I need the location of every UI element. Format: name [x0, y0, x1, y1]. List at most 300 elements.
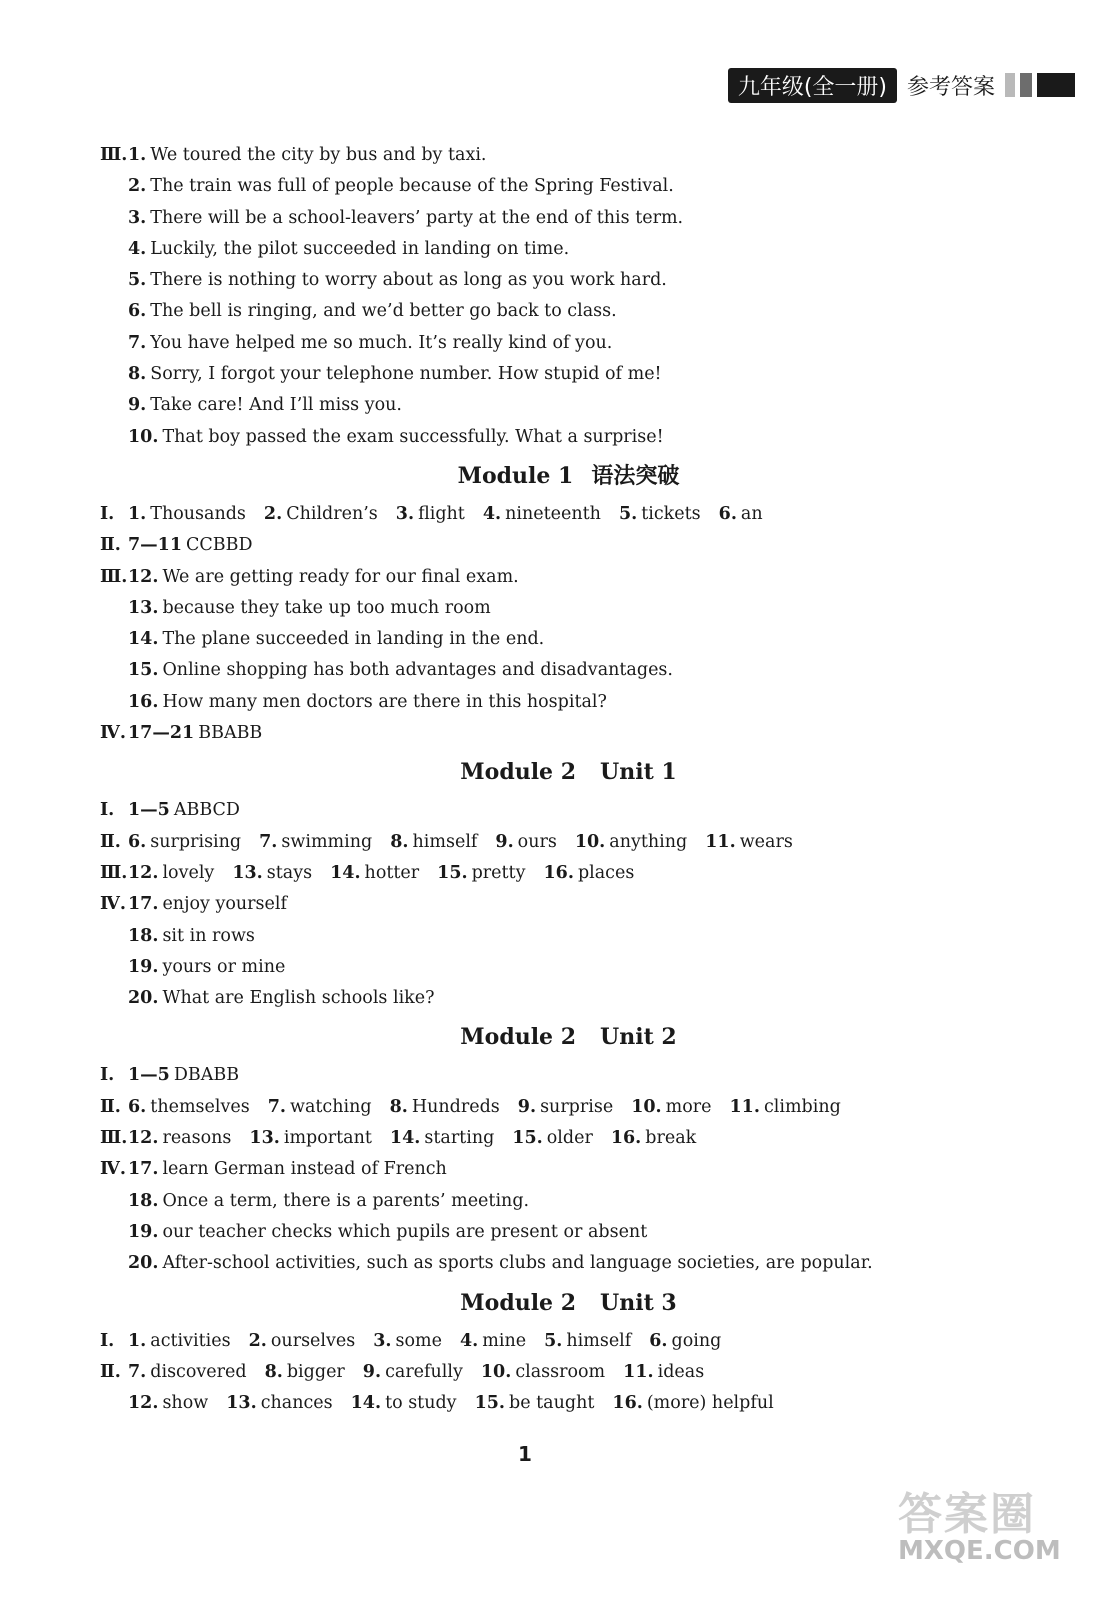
answer-value: After-school activities, such as sports clubs and language societies, are popular.: [162, 1253, 873, 1274]
answer-line: [0, 328, 1097, 359]
question-number: 17.: [128, 894, 159, 915]
answer-value: chances: [260, 1393, 333, 1414]
answer-text: [128, 827, 811, 858]
answer-text: [128, 1060, 257, 1091]
question-number: 9.: [495, 831, 514, 852]
answer-item: [373, 1331, 442, 1351]
answer-line: [0, 1326, 1097, 1357]
answer-text: [128, 265, 685, 296]
answer-item: [128, 598, 491, 618]
question-number: 1—5: [128, 1065, 170, 1086]
answer-line: [0, 203, 1097, 234]
question-number: 15.: [474, 1393, 506, 1414]
question-number: 14.: [128, 629, 159, 650]
question-number: 7—11: [128, 535, 183, 556]
answer-line: [0, 795, 1097, 826]
question-number: 6.: [128, 1096, 147, 1117]
answer-item: [390, 1128, 494, 1148]
question-number: 17.: [128, 1159, 159, 1180]
answer-value: sit in rows: [162, 925, 255, 946]
question-number: 11.: [623, 1361, 654, 1382]
question-number: 8.: [389, 1096, 408, 1117]
answer-line: [0, 265, 1097, 296]
answer-item: [475, 1393, 595, 1413]
answer-text: [128, 422, 682, 453]
question-number: 10.: [574, 831, 606, 852]
question-number: 15.: [512, 1128, 543, 1149]
question-number: 16.: [610, 1128, 642, 1149]
module-label: Module 2: [460, 1024, 577, 1051]
answer-item: [611, 1128, 696, 1148]
answer-item: [249, 1331, 356, 1351]
module-label: Module 2: [460, 1289, 577, 1316]
answer-item: [128, 863, 214, 883]
question-number: 10.: [480, 1361, 512, 1382]
section-heading: [0, 749, 1097, 795]
question-number: 3.: [128, 207, 147, 228]
answer-value: starting: [424, 1128, 495, 1149]
answer-value: Thousands: [150, 503, 246, 524]
answer-line: [0, 1154, 1097, 1185]
answer-item: [128, 1362, 247, 1382]
answer-item: [128, 660, 673, 680]
answer-item: [575, 832, 687, 852]
answer-value: Once a term, there is a parents’ meeting.: [162, 1190, 530, 1211]
answer-text: [128, 359, 680, 390]
answer-item: [128, 723, 262, 743]
answer-line: [0, 921, 1097, 952]
section-heading: [0, 453, 1097, 499]
answer-item: [128, 926, 255, 946]
answer-item: [623, 1362, 704, 1382]
question-number: 11.: [705, 831, 736, 852]
header-decoration: [1005, 73, 1075, 97]
answer-value: reasons: [162, 1128, 232, 1149]
answer-line: [0, 1092, 1097, 1123]
answer-text: [128, 718, 280, 749]
answer-item: [619, 504, 701, 524]
part-marker: Ⅰ.: [100, 503, 115, 524]
question-number: 1.: [128, 145, 147, 165]
answer-item: [128, 176, 674, 196]
answer-line: [0, 1388, 1097, 1419]
answer-item: [649, 1331, 721, 1351]
answer-value: to study: [385, 1393, 457, 1414]
answer-text: [128, 921, 273, 952]
answer-value: enjoy yourself: [162, 894, 287, 915]
answer-value: That boy passed the exam successfully. What a surprise!: [162, 426, 664, 447]
question-number: 9.: [517, 1096, 537, 1117]
question-number: 12.: [128, 1128, 159, 1149]
part-marker: Ⅳ.: [100, 723, 126, 744]
question-number: 5.: [128, 270, 147, 291]
answer-text: [128, 624, 562, 655]
answer-line: [0, 827, 1097, 858]
answer-text: [128, 1326, 739, 1357]
answer-value: surprising: [150, 831, 242, 852]
question-number: 9.: [128, 395, 147, 416]
answer-value: flight: [418, 503, 465, 524]
question-number: 3.: [373, 1330, 392, 1351]
answer-value: Online shopping has both advantages and disadvantages.: [162, 660, 673, 681]
answer-text: [128, 889, 305, 920]
question-number: 15.: [437, 862, 468, 883]
question-number: 17—21: [128, 723, 195, 744]
question-number: 1.: [128, 1330, 147, 1351]
question-number: 15.: [128, 660, 159, 681]
watermark: [898, 1478, 1078, 1568]
part-marker: Ⅲ.: [100, 1128, 128, 1149]
question-number: 16.: [612, 1393, 643, 1414]
answer-item: [705, 832, 793, 852]
section-heading: [0, 1014, 1097, 1060]
answer-line: [0, 1248, 1097, 1279]
answer-value: The train was full of people because of the Spring Festival.: [150, 176, 674, 197]
part-marker: Ⅲ.: [100, 145, 128, 165]
answer-item: [631, 1097, 711, 1117]
answer-value: ABBCD: [173, 800, 240, 821]
question-number: 1—5: [128, 800, 170, 821]
question-number: 19.: [128, 1221, 159, 1242]
answer-line: [0, 359, 1097, 390]
answer-item: [128, 1065, 239, 1085]
answer-item: [390, 832, 477, 852]
answer-text: [128, 203, 701, 234]
answer-item: [128, 145, 486, 165]
answer-line: [0, 687, 1097, 718]
answer-line: [0, 624, 1097, 655]
question-number: 4.: [459, 1330, 479, 1351]
grade-label: 九年级(全一册): [728, 68, 897, 103]
answer-value: Children’s: [286, 503, 378, 524]
question-number: 9.: [362, 1361, 382, 1382]
answer-item: [128, 692, 607, 712]
answer-item: [128, 988, 435, 1008]
answer-value: surprise: [540, 1096, 614, 1117]
answer-text: [128, 1092, 859, 1123]
answer-value: discovered: [150, 1361, 247, 1382]
answer-item: [363, 1362, 463, 1382]
answer-value: an: [740, 503, 763, 524]
question-number: 12.: [128, 862, 159, 883]
answer-line: [0, 1123, 1097, 1154]
answer-line: [0, 422, 1097, 453]
part-marker: Ⅱ.: [100, 535, 121, 556]
question-number: 7.: [267, 1096, 286, 1117]
answer-line: [0, 562, 1097, 593]
answer-item: [128, 629, 544, 649]
answer-value: mine: [482, 1330, 527, 1351]
answer-item: [128, 239, 569, 259]
answer-value: Take care! And I’ll miss you.: [150, 395, 402, 416]
answer-text: [128, 530, 271, 561]
question-number: 10.: [128, 426, 159, 447]
question-number: 19.: [128, 956, 159, 977]
answer-item: [128, 1097, 250, 1117]
answer-value: pretty: [471, 862, 526, 883]
part-marker: Ⅰ.: [100, 800, 115, 821]
answer-value: We toured the city by bus and by taxi.: [150, 145, 487, 165]
answer-value: some: [395, 1330, 442, 1351]
question-number: 16.: [543, 862, 574, 883]
question-number: 5.: [618, 503, 638, 524]
unit-label: Unit 1: [600, 759, 677, 786]
answer-value: What are English schools like?: [162, 988, 435, 1009]
answer-text: [128, 655, 691, 686]
answer-item: [128, 301, 617, 321]
answer-value: going: [671, 1330, 722, 1351]
answer-value: climbing: [763, 1096, 841, 1117]
answer-item: [543, 863, 634, 883]
question-number: 2.: [128, 176, 147, 197]
answer-value: bigger: [286, 1361, 345, 1382]
answer-item: [128, 364, 662, 384]
answer-value: There is nothing to worry about as long as you work hard.: [150, 270, 667, 291]
answer-value: break: [645, 1128, 697, 1149]
answer-item: [128, 1331, 231, 1351]
answer-value: swimming: [281, 831, 373, 852]
question-number: 8.: [128, 364, 147, 385]
answer-text: [128, 795, 258, 826]
question-number: 18.: [128, 1190, 159, 1211]
question-number: 20.: [128, 988, 159, 1009]
answer-item: [460, 1331, 526, 1351]
answer-item: [128, 535, 253, 555]
answer-value: hotter: [364, 862, 420, 883]
answer-value: older: [546, 1128, 593, 1149]
section-heading: [0, 1280, 1097, 1326]
question-number: 13.: [232, 862, 263, 883]
answer-item: [264, 504, 378, 524]
answer-value: There will be a school-leavers’ party at the end of this term.: [150, 207, 684, 228]
answer-item: [518, 1097, 613, 1117]
question-number: 6.: [128, 831, 147, 852]
question-number: 8.: [264, 1361, 283, 1382]
answer-item: [128, 208, 683, 228]
question-number: 1.: [128, 503, 147, 524]
answer-line: [0, 1217, 1097, 1248]
part-marker: Ⅳ.: [100, 1159, 126, 1180]
answer-text: [128, 390, 420, 421]
part-marker: Ⅳ.: [100, 894, 126, 915]
question-number: 12.: [128, 566, 159, 587]
question-number: 5.: [544, 1330, 563, 1351]
question-number: 16.: [128, 691, 159, 712]
question-number: 6.: [718, 503, 737, 524]
answer-item: [128, 567, 519, 587]
answer-value: ourselves: [270, 1330, 356, 1351]
answer-value: watching: [289, 1096, 372, 1117]
part-marker: Ⅰ.: [100, 1065, 115, 1086]
answer-value: yours or mine: [162, 956, 286, 977]
decor-bar-mid: [1020, 73, 1032, 97]
answer-value: classroom: [515, 1361, 606, 1382]
answer-value: himself: [412, 831, 478, 852]
answer-text: [128, 328, 630, 359]
answer-text: [128, 858, 652, 889]
answer-text: [128, 1123, 714, 1154]
page-number: 1: [518, 1442, 532, 1466]
answer-key-label: 参考答案: [906, 74, 995, 100]
answer-text: [128, 1388, 792, 1419]
answer-line: [0, 171, 1097, 202]
question-number: 2.: [263, 503, 283, 524]
question-number: 6.: [649, 1330, 668, 1351]
answer-text: [128, 296, 635, 327]
answer-value: (more) helpful: [646, 1393, 774, 1414]
answer-item: [128, 270, 667, 290]
answer-value: The plane succeeded in landing in the end.: [162, 629, 545, 650]
question-number: 7.: [128, 1361, 147, 1382]
answer-item: [128, 1222, 647, 1242]
part-marker: Ⅲ.: [100, 862, 128, 883]
answer-line: [0, 655, 1097, 686]
part-marker: Ⅲ.: [100, 566, 128, 587]
answer-line: [0, 1060, 1097, 1091]
page-header: [728, 68, 1075, 102]
answer-value: anything: [609, 831, 688, 852]
question-number: 13.: [226, 1393, 257, 1414]
answer-line: [0, 499, 1097, 530]
answer-line: [0, 718, 1097, 749]
answer-text: [128, 593, 509, 624]
answer-text: [128, 562, 537, 593]
answer-item: [265, 1362, 345, 1382]
answer-value: important: [283, 1128, 372, 1149]
answer-value: We are getting ready for our final exam.: [162, 566, 519, 587]
module-label: Module 1: [457, 462, 574, 489]
answer-line: [0, 593, 1097, 624]
answer-item: [232, 863, 312, 883]
answer-value: learn German instead of French: [162, 1159, 447, 1180]
question-number: 14.: [350, 1393, 382, 1414]
unit-label: Unit 3: [600, 1289, 677, 1316]
answer-item: [268, 1097, 372, 1117]
question-number: 7.: [128, 332, 147, 353]
question-number: 11.: [729, 1096, 760, 1117]
part-marker: Ⅱ.: [100, 831, 121, 852]
answer-line: [0, 1357, 1097, 1388]
answer-value: show: [162, 1393, 209, 1414]
answer-value: more: [665, 1096, 712, 1117]
answer-item: [495, 832, 556, 852]
answer-value: How many men doctors are there in this hospital?: [162, 691, 607, 712]
answer-value: be taught: [509, 1393, 595, 1414]
part-marker: Ⅰ.: [100, 1330, 115, 1351]
answer-item: [128, 1159, 447, 1179]
answer-item: [396, 504, 465, 524]
answer-value: stays: [266, 862, 313, 883]
answer-line: [0, 858, 1097, 889]
answer-line: [0, 889, 1097, 920]
answer-item: [128, 800, 240, 820]
answer-item: [128, 333, 612, 353]
answer-text: [128, 171, 692, 202]
answer-item: [128, 957, 285, 977]
question-number: 10.: [631, 1096, 662, 1117]
answer-value: ours: [517, 831, 557, 852]
answer-item: [437, 863, 525, 883]
answer-text: [128, 1357, 722, 1388]
answer-line: [0, 530, 1097, 561]
question-number: 3.: [395, 503, 415, 524]
answer-content: [0, 140, 1097, 1419]
answer-text: [128, 140, 504, 171]
answer-value: ideas: [657, 1361, 705, 1382]
answer-item: [128, 832, 241, 852]
answer-item: [128, 1128, 231, 1148]
answer-text: [128, 1217, 665, 1248]
answer-line: [0, 296, 1097, 327]
answer-value: CCBBD: [186, 535, 253, 556]
answer-value: nineteenth: [505, 503, 601, 524]
answer-text: [128, 952, 303, 983]
answer-value: places: [577, 862, 635, 883]
answer-item: [483, 504, 601, 524]
watermark-url: MXQE.COM: [898, 1536, 1061, 1566]
module-label: Module 2: [460, 759, 577, 786]
answer-line: [0, 952, 1097, 983]
question-number: 4.: [128, 238, 147, 259]
answer-item: [128, 1253, 873, 1273]
answer-line: [0, 390, 1097, 421]
answer-item: [128, 395, 402, 415]
answer-text: [128, 1186, 547, 1217]
answer-item: [259, 832, 372, 852]
answer-item: [351, 1393, 457, 1413]
answer-value: because they take up too much room: [162, 597, 491, 618]
answer-value: lovely: [162, 862, 215, 883]
question-number: 18.: [128, 925, 159, 946]
answer-line: [0, 983, 1097, 1014]
answer-line: [0, 1186, 1097, 1217]
answer-item: [512, 1128, 593, 1148]
answer-value: wears: [739, 831, 793, 852]
answer-value: activities: [150, 1330, 231, 1351]
answer-item: [128, 1393, 208, 1413]
part-marker: Ⅱ.: [100, 1096, 121, 1117]
question-number: 12.: [128, 1393, 159, 1414]
answer-value: You have helped me so much. It’s really kind of you.: [150, 332, 613, 353]
answer-item: [719, 504, 763, 524]
answer-item: [544, 1331, 631, 1351]
answer-text: [128, 499, 781, 530]
answer-item: [730, 1097, 841, 1117]
answer-value: Hundreds: [411, 1096, 500, 1117]
answer-value: The bell is ringing, and we’d better go back to class.: [150, 301, 617, 322]
part-marker: Ⅱ.: [100, 1361, 121, 1382]
answer-item: [128, 427, 664, 447]
question-number: 14.: [330, 862, 361, 883]
answer-text: [128, 1154, 465, 1185]
decor-bar-dark: [1037, 73, 1075, 97]
answer-value: DBABB: [173, 1065, 240, 1086]
answer-item: [612, 1393, 773, 1413]
answer-text: [128, 1248, 891, 1279]
answer-item: [128, 1191, 529, 1211]
answer-value: tickets: [641, 503, 701, 524]
answer-item: [128, 504, 246, 524]
question-number: 8.: [390, 831, 409, 852]
answer-item: [249, 1128, 372, 1148]
answer-item: [128, 894, 287, 914]
question-number: 4.: [482, 503, 502, 524]
answer-item: [390, 1097, 500, 1117]
answer-text: [128, 983, 453, 1014]
watermark-logo-text: 答案圈: [898, 1489, 1036, 1540]
answer-value: Luckily, the pilot succeeded in landing on time.: [150, 238, 570, 259]
question-number: 2.: [248, 1330, 267, 1351]
